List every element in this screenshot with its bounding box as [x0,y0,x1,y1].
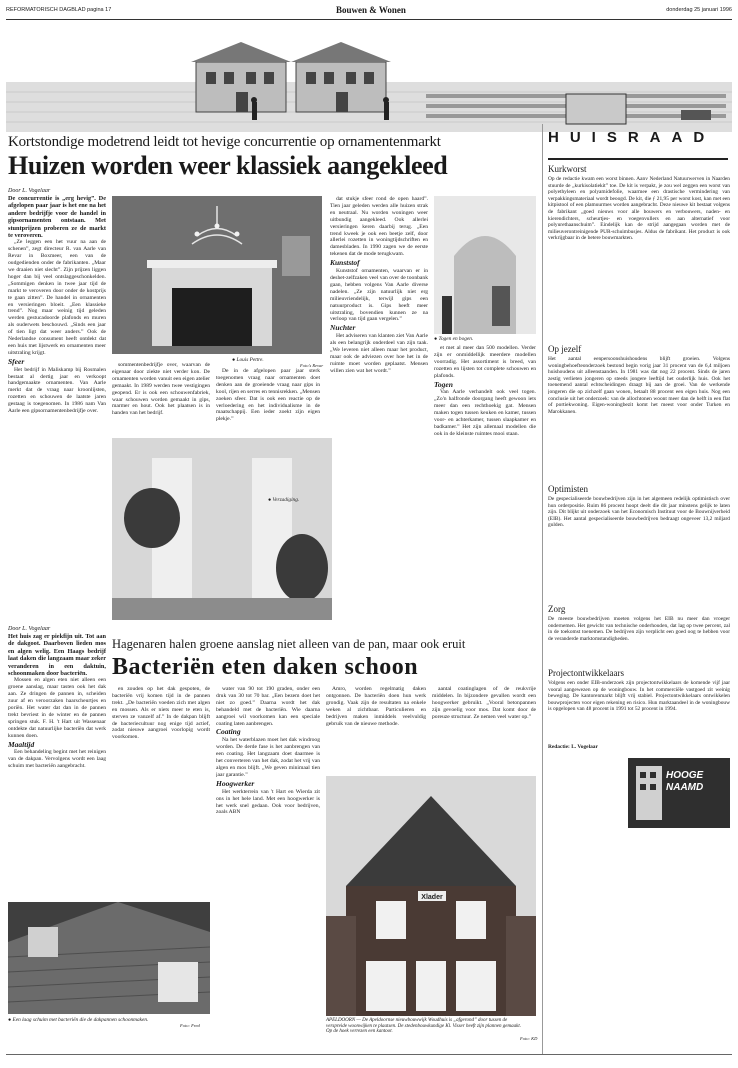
article-subheading: Nuchter [330,323,356,333]
article2-column-4 [326,686,426,770]
sidebar-rule [548,158,728,160]
article-paragraph: „Ze leggen een het vuur na aan de schenen”, zegt directeur R. van Aarle van Revar in Boxmeer, een van de oudgedienden onder de fabrikanten. „Maar we draaien niet slecht”. Zijn prijzen liggen hoger dan bij veel ontslaggeschonkelden. „Sommigen denken in twee jaar tijd de markt te veroveren door onder de kostprijs te gaan zitten”. De handel in ornamenten en versieringen bloeit. „Een klassieke trend”. Nog maar weinig tijd geleden werden gestucadoorde plafonds en muren als ouderwets beschouwd. „Sinds een jaar of tien ligt dat weer anders.” Ook de Nederlandse consument heeft ontdekt dat een huis met lijstwerk en ornamenten meer uitstraling krijgt. [8,239,106,356]
caption-bullet-icon: ● [8,1017,12,1023]
interior-room-photo [112,438,332,620]
article-paragraph: aantal coatinglagen of de reukvrije middelen. In bijzondere gevallen wordt een hoogwerker gebruikt. „Vooral betonpannen zijn gevoelig voor mos. Dat komt door de poreuze structuur. Ze nemen veel water op.” [432,686,536,720]
caption-bullet-icon: ● [268,497,272,503]
article-paragraph: Kunststof ornamenten, waarvan er in deshet-zelfzaken veel van over de toonbank gaan, hebben volgens Van Aarle diverse nadelen. „Ze zijn natuurlijk niet erg milieuvriendelijk, terwijl gips een natuurproduct is. Gips heeft meer uitstraling, bovendien kunnen ze na verloop van tijd gaan vergelen.” [330,268,428,323]
sidebar-logo: HUISRAAD [548,129,716,146]
section-banner-illustration [6,22,732,132]
section-title: Bouwen & Wonen [336,5,406,15]
photo-credit: Foto: Fred [180,1023,200,1028]
article-subheading: Coating [216,727,241,737]
article2-column-1 [8,626,106,902]
article2-column-2 [112,686,210,886]
article-subheading: Kunststof [330,258,360,268]
footer-rule [6,1054,732,1055]
caption-bullet-icon: ● [434,336,438,342]
article-paragraph: Van Aarle verhandelt ook veel togen. „Zo'n halfronde doorgang heeft gewoon iets meer dan een rechthoekig gat. Mensen maken togen tussen keuken en kamer, tussen voor- en achterkamer, tussen slaapkamer en badkamer.” Het zijn allemaal modellen die ook in de kleinste ruimtes mooi staan. [434,389,536,437]
article-paragraph: Amro, worden regelmatig daken ontgonnen. De bacteriën doen hun werk grondig. Vaak zijn de resultaten na enkele weken al zichtbaar. Particulieren en bedrijven maken inmiddels veelvuldig gebruik van de nieuwe methode. [326,686,426,727]
sidebar-signoff: Redactie: L. Vogelaar [548,744,598,750]
article-paragraph: Mossen en algen eten niet alleen een groene aanslag, maar tasten ook het dak aan. Ze dringen de pannen in, scheiden zuur af en veroorzaken haarscheurtjes en poriën. Het water dat dan in de pannen trekt bevriest in de winter en de pannen springen stuk. F. H. 't Hart uit Wassenaar ontdekte dat natuurlijke bacteriën dat werk kunnen doen. [8,677,106,739]
article-paragraph: sommentenbedrijfje over, waarvan de eigenaar door ziekte niet verder kon. De ornamenten worden vanuit een eigen atelier gemaakt. In 1989 werden twee vestigingen geopend. Er is ook een schouwenfabriek, waar schouwen worden gemaakt in gips, marmer en hout. Ook het plaatsen is in handen van het bedrijf. [112,362,210,417]
article-column-1 [8,188,106,620]
article2-column-5 [432,686,536,770]
roof-cleaning-photo [8,902,210,1014]
article-paragraph: Het werkterrein van 't Hart en Wierda zit ons in het hele land. Met een hoogwerker is het werk snel gedaan. Ook voor bedrijven, zoals ABN [216,788,320,816]
issue-date: donderdag 25 januari 1996 [666,7,732,13]
article-kicker: Kortstondige modetrend leidt tot hevige concurrentie op ornamentenmarkt [8,134,441,150]
page-header [6,6,732,18]
article2-byline: Door L. Vogelaar [8,626,51,632]
header-rule [6,19,732,20]
fireplace-photo [112,196,322,354]
article-subheading: Sfeer [8,356,25,366]
article-paragraph: dat stukje sfeer rond de open haard”. Tien jaar geleden werden alle huizen strak en neutraal. Nu worden woningen weer uitbundig aangekleed. Ook allerlei versieringen keren daarbij terug. „Een trend kweek je ook een beetje zelf, door allerlei rozetten in woningtijdschriften en damesbladen. In 1990 zagen we de eerste tekenen dat de mode terugkwam. [330,196,428,258]
house-sign-text: Xlader [421,894,443,901]
sidebar-body: Het aantal eenpersoonshuishoudens blijft groeien. Volgens woningbehoefteonderzoek bestond begin vorig jaar 31 procent van de 6,4 miljoen huishoudens uit alleenstaanden. In 1981 was dat nog 22 procent. Sinds de jaren zestig verlieten jongeren op steeds jongere leeftijd het ouderlijk huis. Ook het toenemend aantal echtscheidingen draagt bij aan de groei. Van de werkende jongeren die op zichzelf gaan wonen, betaalt 88 procent een eigen huis. Nog een conclusie uit het onderzoek: van de allochtonen woont meer dan de helft in een flat of portiekwoning. Eigen-woningbezit komt het meest voor onder Turken en Marokkanen. [548,356,730,415]
article-paragraph: Na het waterblazen moet het dak windroog worden. De derde fase is het aanbrengen van een coating. Het langzaam doet daarmee is het converteren van het dak, zodat het vrij van algen en mos blijft. „We geven minimaal tien jaar garantie.” [216,737,320,778]
article-headline: Huizen worden weer klassiek aangekleed [8,151,448,180]
article2-headline: Bacteriën eten daken schoon [112,654,419,680]
photo-caption: APELDOORN — De Apeldoornse nieuwbouwwijk Woudhuis is „afgerond” door tussen de verspreide woonwijken te plaatsen. De stedenbouwkundige Kl. Visser heeft zijn plannen gemaakt. Op de hoek verrezen een kantoor. [326,1018,521,1035]
photo-credit: Foto's Revar [300,363,324,368]
photo-caption: ● Louis Pettre. [232,357,264,363]
article-paragraph: Het adviseren van klanten ziet Van Aarle als een belangrijk onderdeel van zijn taak. „We leveren niet alleen maar het product, maar ook de adviezen over hoe het in de ruimte moet worden geplaatst. Mensen willen zien wat het wordt.” [330,333,428,374]
sidebar-body: De meeste bouwbedrijven moeten volgens het EIB nu meer dan vroeger ondernemen. Het gewicht van technische onderhouden, dat lag op twee percent, zal in de toekomst toenemen. De bedrijven zijn verplicht een goed oog te hebben voor de veranderde marktomstandigheden. [548,616,730,642]
article-subheading: Maaltijd [8,739,35,749]
brick-house-photo [326,776,536,1016]
arch-doorway-photo [434,196,536,334]
hooge-naamd-label: HOOGE NAAMD [666,770,704,793]
article-intro: De concurrentie is „erg hevig”. De afgelopen paar jaar is het ene na het andere bedrijfje voor de handel in gipsornamenten ontstaan. Met stuntprijzen proberen ze de markt te veroveren. [8,194,106,239]
article-paragraph: Een behandeling begint met het reinigen van de dakpan. Vervolgens wordt een laag schuim met bacteriën aangebracht. [8,749,106,770]
article-byline: Door L. Vogelaar [8,188,51,194]
sidebar-heading: Optimisten [548,484,588,494]
sidebar-heading: Kurkworst [548,164,587,174]
article-column-3 [330,196,428,626]
sidebar-body: Volgens een onder EIB-onderzoek zijn projectontwikkelaars de komende vijf jaar vooral aangewezen op de woningbouw. In het commerciële vastgoed zit weinig beweging. De kantorenmarkt blijft vrij stabiel. Projectontwikkelaars ontwikkelen bouwprojecten voor eigen rekening en risico. Hun marktaandeel in de woningbouw is opgelopen van 48 procent in 1991 tot 52 procent in 1994. [548,680,730,713]
article-paragraph: et met al meer dan 500 modellen. Verder zijn er onmiddellijk meerdere modellen voorradig. Het assortiment is breed, van rozetten en lijsten tot complete schouwen en plafonds. [434,345,536,379]
caption-bullet-icon: ● [232,357,236,363]
article2-intro: Het huis zag er piekfijn uit. Tot aan de dakgoot. Daarboven lieden mos en algen welig. Een Haags bedrijf laat daken die langzaam maar zeker veranderen in een daktuin, schoonmaken door bacteriën. [8,632,106,677]
hooge-naamd-logo [628,758,730,828]
article-column-2 [112,362,210,424]
article-subheading: Hoogwerker [216,778,255,788]
article2-kicker: Hagenaren halen groene aanslag niet alleen van de pan, maar ook eruit [112,637,466,651]
article-paragraph: De in de afgelopen paar jaar sterk toegenomen vraag naar ornamenten doet denken aan de groeiende vraag naar gips in kool, rijen en serres en tennisrekken. „Mensen zoeken sfeer. Dat is ook een reactie op de verloedering en het individualisme in de maatschappij. Een ieder zoekt zijn eigen plekje.” [216,368,320,423]
photo-caption: ● Togen en bogen. [434,336,474,342]
photo-credit: Foto: KD [520,1036,538,1041]
sidebar-body: Op de redactie kwam een worst binnen. Aanv Nederland Natuurwerven in Naarden stuurde de „kurkisolatiekit” toe. De kit is verpakt, je zou wel zeggen een worst van polyethyleen en polyamidefolie, waarmee een drastische vermindering van verpakkingsmateriaal wordt beoogd. De kit, die ƒ 21,95 per worst kost, kan met een kitpistool of een plamuurmes worden aangebracht. Deze nieuwe kit bestaat volgens de fabrikant „goed nieuws voor alle bouwers en verbouwers, naden- en kierendichters, scheurtjes- en voegenvullers en aan alternatief voor polyurethaanschuim”. Eindelijk kan de strijd aangegaan worden met de milieuverontreinigende PUR-schuimbusjes. Aldus de fabrikant. Het product is ook verkrijgbaar in de betere bouwmarkten. [548,176,730,242]
article-paragraph: Het bedrijf in Maliskamp bij Rosmalen bestaat al dertig jaar en verkoopt handgemaakte ornamenten. Van Aarle merkt dat de vraag naar kroonlijsten, rozetten en schouwen de laatste jaren gestaag is toegenomen. In 1986 nam Van Aarle een gipsornamentenbedrijfje over. [8,366,106,415]
newspaper-name: REFORMATORISCH DAGBLAD pagina 17 [6,7,112,13]
article-subheading: Togen [434,379,453,389]
sidebar-heading: Op jezelf [548,344,582,354]
article-column-2b [216,368,320,426]
article-column-4 [434,345,536,625]
sidebar-body: De gespecialiseerde bouwbedrijven zijn in het algemeen redelijk optimistisch over hun orderpositie. Ruim 86 procent hoopt deelt die dit jaar minstens gelijk te laten zijn. Dit blijkt uit onderzoek van het Economisch Instituut voor de Bouwnijverheid (EIB). Het aantal gespecialiseerde bouwbedrijven bedraagt ongeveer 13,2 miljard gulden. [548,496,730,529]
sidebar-heading: Projectontwikkelaars [548,668,624,678]
photo-caption: ● Verzadiging. [268,497,300,503]
article-paragraph: en zouden op het dak gespoten, de bacteriën vrij komen tijd in de pannen trekt. „De bacteriën voeden zich met algen en mossen. Als er niets meer te eten is, sterven ze vanzelf af.” In de dakpan blijft de bacteriecultuur nog enige tijd actief, zodat nieuwe aangroei voorlopig wordt voorkomen. [112,686,210,741]
sidebar-heading: Zorg [548,604,566,614]
article2-column-3 [216,686,320,1038]
photo-caption: ● Een laag schuim met bacteriën die de dakpannen schoonmaken. [8,1017,149,1023]
article-paragraph: water van 90 tot 190 graden, onder een druk van 30 tot 70 bar. „Een bezem doet het niet zo goed.” Daarna wordt het dak behandeld met de bacteriën. Wie daarna aangroei wil voorkomen kan een speciale coating laten aanbrengen. [216,686,320,727]
